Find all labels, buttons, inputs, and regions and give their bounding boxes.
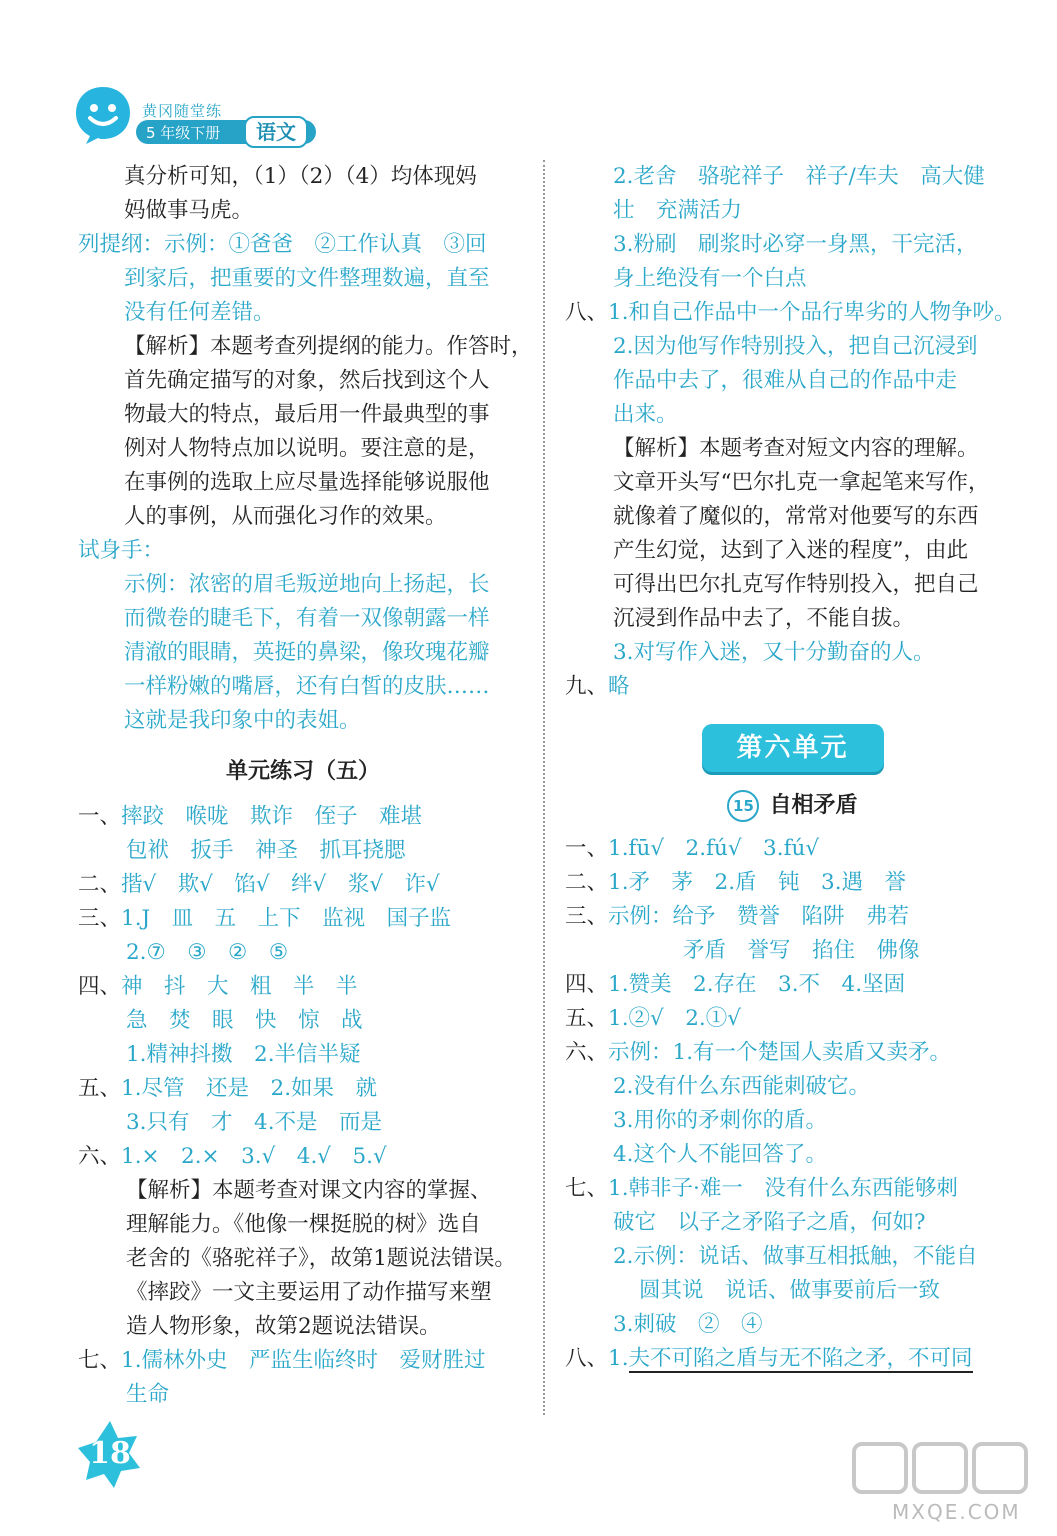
question-number: 三、: [78, 906, 122, 931]
answer-line: [78, 534, 528, 568]
answer-text: 4.这个人不能回答了。: [613, 1142, 828, 1167]
answer-text: 1.儒林外史 严监生临终时 爱财胜过: [121, 1348, 486, 1373]
answer-line: [565, 1036, 1020, 1070]
header-logo: [72, 84, 322, 154]
answer-text: 壮 充满活力: [613, 198, 743, 223]
answer-text: 而微卷的睫毛下，有着一双像朝露一样: [124, 606, 490, 631]
smiley-icon: [72, 84, 134, 146]
answer-line: [565, 1002, 1020, 1036]
answer-text: 到家后，把重要的文件整理数遍，直至: [124, 266, 490, 291]
answer-text: 妈做事马虎。: [124, 198, 254, 223]
answer-text: 真分析可知，（1）（2）（4）均体现妈: [124, 164, 477, 189]
question-number: 九、: [565, 674, 609, 699]
answer-line: [78, 1004, 528, 1038]
answer-line: [78, 228, 528, 262]
underlined-answer: 夫不可陷之盾与无不陷之矛，不可同: [628, 1346, 973, 1371]
right-answers-top: [565, 160, 1020, 704]
lesson-title: [565, 788, 1020, 822]
answer-line: [565, 1308, 1020, 1342]
answer-line: [78, 970, 528, 1004]
question-number: 二、: [565, 870, 609, 895]
answer-line: [78, 364, 528, 398]
answer-text: 作品中去了，很难从自己的作品中走: [613, 368, 958, 393]
answer-line: [78, 296, 528, 330]
answer-text: 【解析】本题考查对课文内容的掌握、: [126, 1178, 492, 1203]
answer-text: 1.赞美 2.存在 3.不 4.坚固: [608, 972, 906, 997]
grade-label: 5 年级下册: [146, 124, 221, 142]
unit-badge-wrap: [565, 724, 1020, 772]
answer-text: 在事例的选取上应尽量选择能够说服他: [124, 470, 490, 495]
answer-line: [78, 1174, 528, 1208]
answer-line: [78, 800, 528, 834]
answer-text: 神 抖 大 粗 半 半: [121, 974, 358, 999]
answer-text: 试身手：: [78, 538, 165, 563]
question-number: 五、: [78, 1076, 122, 1101]
answer-text: 矛盾 誉写 掐住 佛像: [683, 938, 920, 963]
answer-text: 身上绝没有一个白点: [613, 266, 807, 291]
answer-text: 1.矛 茅 2.盾 钝 3.遇 誉: [608, 870, 907, 895]
answer-line: [565, 602, 1020, 636]
answer-line: [565, 160, 1020, 194]
left-answers-unit5: [78, 800, 528, 1412]
answer-text: 《摔跤》一文主要运用了动作描写来塑: [126, 1280, 492, 1305]
answer-line: [565, 432, 1020, 466]
question-number: 七、: [78, 1348, 122, 1373]
answer-line: [565, 1138, 1020, 1172]
question-number: 七、: [565, 1176, 609, 1201]
answer-line: [565, 398, 1020, 432]
answer-text: 文章开头写“巴尔扎克一拿起笔来写作，: [613, 470, 990, 495]
answer-text: 3.刺破 ② ④: [613, 1312, 763, 1337]
answer-text: 清澈的眼睛，英挺的鼻梁，像玫瑰花瓣: [124, 640, 490, 665]
answer-text: 物最大的特点，最后用一件最典型的事: [124, 402, 490, 427]
answer-line: [565, 900, 1020, 934]
answer-text: 示例：浓密的眉毛叛逆地向上扬起，长: [124, 572, 490, 597]
lesson-name: 自相矛盾: [769, 792, 858, 818]
answer-text: 例对人物特点加以说明。要注意的是，: [124, 436, 490, 461]
question-number: 四、: [565, 972, 609, 997]
watermark-text: MXQE.COM: [892, 1500, 1021, 1524]
answer-line: [78, 1310, 528, 1344]
answer-line: [565, 636, 1020, 670]
left-answers-top: [78, 160, 533, 738]
answer-text: 略: [608, 674, 630, 699]
answer-text: 3.粉刷 刷浆时必穿一身黑，干完活，: [613, 232, 978, 257]
question-number: 二、: [78, 872, 122, 897]
unit-badge: 第六单元: [702, 724, 884, 772]
question-number: 四、: [78, 974, 122, 999]
answer-line: [78, 1106, 528, 1140]
answer-line: [565, 1206, 1020, 1240]
answer-text: 1.尽管 还是 2.如果 就: [121, 1076, 378, 1101]
answer-line: [78, 602, 528, 636]
answer-text: 出来。: [613, 402, 678, 427]
question-number: 三、: [565, 904, 609, 929]
answer-text: 2.示例：说话、做事互相抵触，不能自: [613, 1244, 978, 1269]
answer-line: [565, 1342, 1020, 1376]
question-number: 八、: [565, 300, 609, 325]
answer-line: [565, 670, 1020, 704]
answer-line: [78, 432, 528, 466]
answer-line: [78, 160, 528, 194]
answer-text: 1.韩非子·难一 没有什么东西能够刺: [608, 1176, 958, 1201]
answer-text: 示例：1.有一个楚国人卖盾又卖矛。: [608, 1040, 952, 1065]
question-number: 一、: [78, 804, 122, 829]
answer-text: 沉浸到作品中去了，不能自拔。: [613, 606, 915, 631]
page-number: 18: [89, 1436, 131, 1471]
question-number: 一、: [565, 836, 609, 861]
answer-text: 人的事例，从而强化习作的效果。: [124, 504, 447, 529]
subject-label: 语文: [244, 116, 308, 148]
answer-text: 2.没有什么东西能刺破它。: [613, 1074, 871, 1099]
answer-text: 1.②√ 2.①√: [608, 1006, 741, 1031]
answer-line: [565, 568, 1020, 602]
answer-text: 可得出巴尔扎克写作特别投入，把自己: [613, 572, 979, 597]
answer-text: 首先确定描写的对象，然后找到这个人: [124, 368, 490, 393]
answer-line: [78, 398, 528, 432]
answer-text: 急 焚 眼 快 惊 战: [126, 1008, 363, 1033]
answer-text: 造人物形象，故第2题说法错误。: [126, 1314, 441, 1339]
answer-line: [565, 866, 1020, 900]
answer-line: [565, 364, 1020, 398]
question-number: 五、: [565, 1006, 609, 1031]
answer-text: 【解析】本题考查对短文内容的理解。: [613, 436, 979, 461]
lesson-number: 15: [727, 790, 759, 822]
answer-text: 包袱 扳手 神圣 抓耳挠腮: [126, 838, 406, 863]
answer-text: 【解析】本题考查列提纲的能力。作答时，: [124, 334, 533, 359]
answer-text: 列提纲：示例：①爸爸 ②工作认真 ③回: [78, 232, 487, 257]
answer-line: [565, 832, 1020, 866]
answer-line: [78, 670, 528, 704]
answer-line: [565, 296, 1020, 330]
question-number: 六、: [565, 1040, 609, 1065]
answer-line: [78, 834, 528, 868]
answer-line: [78, 1344, 528, 1378]
answer-line: [565, 194, 1020, 228]
answer-text: 就像着了魔似的，常常对他要写的东西: [613, 504, 979, 529]
answer-line: [565, 262, 1020, 296]
question-number: 八、: [565, 1346, 609, 1371]
answer-line: [78, 500, 528, 534]
answer-line: [565, 534, 1020, 568]
right-column: [565, 160, 1020, 1376]
answer-line: [78, 1038, 528, 1072]
answer-line: [78, 1140, 528, 1174]
answer-text: 示例：给予 赞誉 陷阱 弗若: [608, 904, 910, 929]
answer-line: [78, 1276, 528, 1310]
answer-text: 揩√ 欺√ 馅√ 绊√ 浆√ 诈√: [121, 872, 440, 897]
section-heading: 单元练习（五）: [225, 758, 380, 784]
answer-text: 1.× 2.× 3.√ 4.√ 5.√: [121, 1144, 387, 1169]
answer-text: 这就是我印象中的表姐。: [124, 708, 361, 733]
answer-line: [78, 330, 533, 364]
answer-text: 1.J 皿 五 上下 监视 国子监: [121, 906, 452, 931]
answer-line: [78, 194, 528, 228]
answer-text: 产生幻觉，达到了入迷的程度”，由此: [613, 538, 968, 563]
answer-line: [78, 636, 528, 670]
answer-line: [565, 330, 1020, 364]
left-column: [78, 160, 533, 1412]
answer-text: 1.精神抖擞 2.半信半疑: [126, 1042, 361, 1067]
answer-line: [565, 500, 1020, 534]
answer-text: 2.老舍 骆驼祥子 祥子/车夫 高大健: [613, 164, 985, 189]
answer-line: [78, 704, 528, 738]
answer-line: [78, 1208, 528, 1242]
column-divider: [543, 160, 545, 1415]
answer-line: [565, 228, 1020, 262]
answer-line: [565, 1172, 1020, 1206]
answer-line: [565, 934, 1020, 968]
answer-line: [78, 1378, 528, 1412]
answer-line: [78, 1242, 528, 1276]
answer-text: 2.⑦ ③ ② ⑤: [126, 940, 289, 965]
answer-line: [565, 1104, 1020, 1138]
answer-text: 3.只有 才 4.不是 而是: [126, 1110, 383, 1135]
answer-text: 1.和自己作品中一个品行卑劣的人物争吵。: [608, 300, 1016, 325]
answer-line: [565, 1240, 1020, 1274]
answer-line: [78, 568, 528, 602]
answer-text: 生命: [126, 1382, 170, 1407]
answer-line: [78, 1072, 528, 1106]
brand-name: 黄冈随堂练: [142, 102, 223, 120]
answer-line: [565, 1070, 1020, 1104]
answer-text: 3.对写作入迷，又十分勤奋的人。: [613, 640, 935, 665]
answer-text: 老舍的《骆驼祥子》，故第1题说法错误。: [126, 1246, 516, 1271]
answer-number: 1.: [608, 1346, 629, 1371]
answer-line: [565, 1274, 1020, 1308]
answer-text: 理解能力。《他像一棵挺脱的树》选自: [126, 1212, 481, 1237]
answer-text: 破它 以子之矛陷子之盾，何如?: [613, 1210, 926, 1235]
question-number: 六、: [78, 1144, 122, 1169]
right-answers-lesson15: [565, 832, 1020, 1342]
answer-line: [78, 466, 528, 500]
answer-text: 没有任何差错。: [124, 300, 275, 325]
answer-line: [78, 936, 528, 970]
answer-text: 1.fū√ 2.fú√ 3.fú√: [608, 836, 820, 861]
answer-line: [78, 868, 528, 902]
answer-text: 摔跤 喉咙 欺诈 侄子 难堪: [121, 804, 423, 829]
answer-line: [565, 466, 1020, 500]
answer-line: [78, 262, 528, 296]
answer-text: 一样粉嫩的嘴唇，还有白皙的皮肤……: [124, 674, 490, 699]
answer-line: [78, 902, 528, 936]
answer-text: 2.因为他写作特别投入，把自己沉浸到: [613, 334, 978, 359]
answer-line: [565, 968, 1020, 1002]
answer-text: 3.用你的矛刺你的盾。: [613, 1108, 828, 1133]
answer-text: 圆其说 说话、做事要前后一致: [639, 1278, 941, 1303]
